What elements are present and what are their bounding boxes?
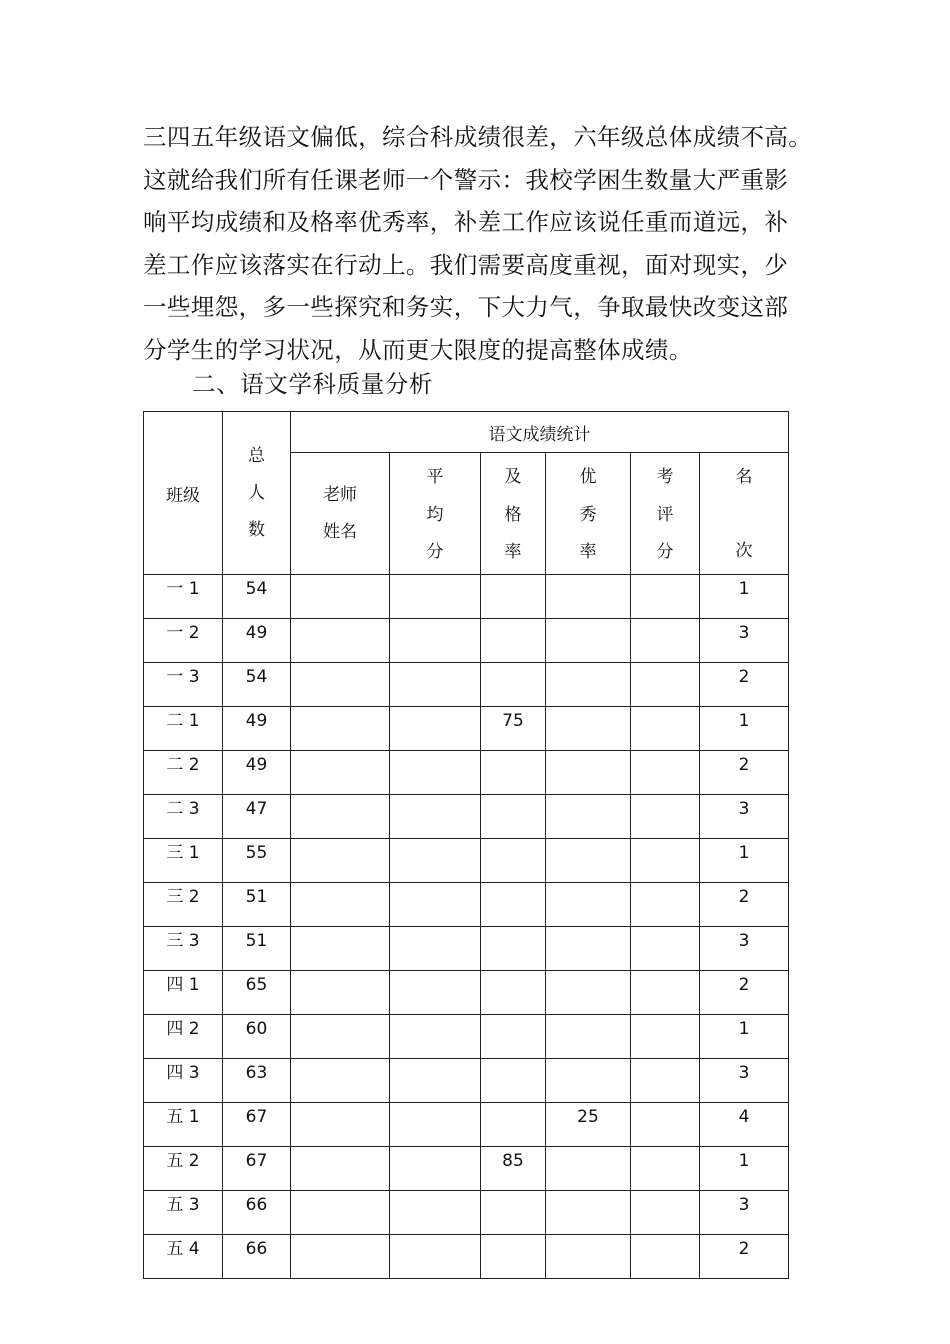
average-cell — [390, 1059, 481, 1103]
header-char: 均 — [426, 504, 444, 525]
header-char: 及 — [504, 467, 522, 487]
table-row — [144, 1147, 789, 1191]
header-char: 人 — [248, 482, 265, 503]
excellent-rate-cell — [546, 839, 631, 883]
class-cell: 二 3 — [144, 795, 223, 839]
class-cell: 一 2 — [144, 619, 223, 663]
table-row — [144, 663, 789, 707]
average-cell — [390, 1235, 481, 1279]
excellent-rate-cell — [546, 883, 631, 927]
stats-title: 语文成绩统计 — [291, 412, 789, 453]
teacher-cell — [291, 795, 390, 839]
header-char: 总 — [248, 445, 265, 466]
header-text: 老师 — [323, 484, 357, 505]
teacher-cell — [291, 575, 390, 619]
average-cell — [390, 575, 481, 619]
pass-rate-cell — [481, 663, 546, 707]
table-row — [144, 1103, 789, 1147]
average-cell — [390, 883, 481, 927]
class-cell: 四 1 — [144, 971, 223, 1015]
total-cell: 67 — [223, 1147, 291, 1191]
total-cell: 49 — [223, 751, 291, 795]
pass-rate-cell — [481, 795, 546, 839]
average-cell — [390, 619, 481, 663]
average-cell — [390, 707, 481, 751]
header-char: 评 — [656, 504, 674, 525]
excellent-rate-header — [546, 453, 631, 575]
header-char: 率 — [504, 542, 522, 562]
excellent-rate-cell — [546, 1191, 631, 1235]
class-cell: 四 2 — [144, 1015, 223, 1059]
total-cell: 49 — [223, 619, 291, 663]
average-cell — [390, 971, 481, 1015]
teacher-cell — [291, 1191, 390, 1235]
teacher-cell — [291, 839, 390, 883]
teacher-cell — [291, 927, 390, 971]
evaluation-cell — [631, 663, 700, 707]
class-cell: 一 3 — [144, 663, 223, 707]
teacher-cell — [291, 1235, 390, 1279]
pass-rate-cell: 75 — [481, 707, 546, 751]
evaluation-cell — [631, 927, 700, 971]
pass-rate-cell — [481, 839, 546, 883]
evaluation-cell — [631, 619, 700, 663]
table-row — [144, 795, 789, 839]
teacher-cell — [291, 707, 390, 751]
table-row — [144, 1191, 789, 1235]
header-char: 率 — [579, 542, 597, 562]
total-cell: 54 — [223, 575, 291, 619]
pass-rate-cell — [481, 1235, 546, 1279]
rank-cell: 3 — [700, 795, 789, 839]
header-char: 平 — [426, 467, 444, 487]
header-char: 分 — [656, 542, 674, 562]
total-cell: 49 — [223, 707, 291, 751]
rank-cell: 1 — [700, 707, 789, 751]
header-char: 格 — [504, 504, 522, 525]
paragraph-line: 一些埋怨，多一些探究和务实，下大力气，争取最快改变这部 — [143, 293, 789, 321]
pass-rate-cell — [481, 1103, 546, 1147]
class-cell: 二 1 — [144, 707, 223, 751]
pass-rate-cell — [481, 971, 546, 1015]
class-cell: 三 1 — [144, 839, 223, 883]
class-cell: 五 1 — [144, 1103, 223, 1147]
rank-cell: 3 — [700, 1191, 789, 1235]
evaluation-cell — [631, 883, 700, 927]
evaluation-cell — [631, 1147, 700, 1191]
average-cell — [390, 1191, 481, 1235]
table-body — [144, 575, 789, 1279]
rank-cell: 3 — [700, 927, 789, 971]
header-char: 名 — [735, 467, 753, 487]
section-heading: 二、语文学科质量分析 — [192, 370, 433, 398]
table-row — [144, 839, 789, 883]
table-row — [144, 927, 789, 971]
teacher-cell — [291, 663, 390, 707]
class-cell: 四 3 — [144, 1059, 223, 1103]
rank-cell: 1 — [700, 1015, 789, 1059]
header-char: 分 — [426, 542, 444, 562]
total-cell: 51 — [223, 883, 291, 927]
evaluation-cell — [631, 1103, 700, 1147]
excellent-rate-cell — [546, 1147, 631, 1191]
pass-rate-cell — [481, 927, 546, 971]
excellent-rate-cell — [546, 575, 631, 619]
teacher-cell — [291, 619, 390, 663]
class-cell: 五 3 — [144, 1191, 223, 1235]
excellent-rate-cell — [546, 619, 631, 663]
average-cell — [390, 663, 481, 707]
teacher-cell — [291, 1103, 390, 1147]
evaluation-cell — [631, 971, 700, 1015]
excellent-rate-cell — [546, 1059, 631, 1103]
header-char: 数 — [248, 519, 265, 540]
teacher-cell — [291, 1059, 390, 1103]
average-cell — [390, 795, 481, 839]
class-cell: 五 4 — [144, 1235, 223, 1279]
total-cell: 66 — [223, 1235, 291, 1279]
total-cell: 60 — [223, 1015, 291, 1059]
table-row — [144, 1235, 789, 1279]
excellent-rate-cell — [546, 927, 631, 971]
rank-cell: 1 — [700, 575, 789, 619]
class-cell: 一 1 — [144, 575, 223, 619]
rank-cell: 2 — [700, 663, 789, 707]
class-cell: 三 2 — [144, 883, 223, 927]
paragraph-line: 响平均成绩和及格率优秀率，补差工作应该说任重而道远，补 — [143, 208, 789, 236]
excellent-rate-cell — [546, 663, 631, 707]
rank-cell: 3 — [700, 619, 789, 663]
table-row — [144, 575, 789, 619]
pass-rate-cell — [481, 751, 546, 795]
rank-cell: 4 — [700, 1103, 789, 1147]
average-cell — [390, 1015, 481, 1059]
pass-rate-cell — [481, 1191, 546, 1235]
evaluation-score-header — [631, 453, 700, 575]
header-char: 秀 — [579, 504, 597, 525]
class-cell: 三 3 — [144, 927, 223, 971]
total-cell: 63 — [223, 1059, 291, 1103]
paragraph-line: 三四五年级语文偏低，综合科成绩很差，六年级总体成绩不高。 — [143, 123, 813, 151]
rank-cell: 1 — [700, 1147, 789, 1191]
table-row — [144, 707, 789, 751]
paragraph-line: 分学生的学习状况，从而更大限度的提高整体成绩。 — [143, 335, 693, 364]
header-char: 考 — [656, 467, 674, 487]
paragraph-line: 差工作应该落实在行动上。我们需要高度重视，面对现实，少 — [143, 250, 789, 279]
total-cell: 47 — [223, 795, 291, 839]
body-paragraph — [143, 116, 843, 371]
evaluation-cell — [631, 1015, 700, 1059]
teacher-cell — [291, 883, 390, 927]
pass-rate-cell — [481, 575, 546, 619]
rank-cell: 2 — [700, 1235, 789, 1279]
total-students-header — [223, 412, 291, 575]
teacher-cell — [291, 1147, 390, 1191]
excellent-rate-cell — [546, 1235, 631, 1279]
average-cell — [390, 1147, 481, 1191]
average-cell — [390, 839, 481, 883]
class-cell: 五 2 — [144, 1147, 223, 1191]
pass-rate-cell — [481, 619, 546, 663]
excellent-rate-cell: 25 — [546, 1103, 631, 1147]
evaluation-cell — [631, 707, 700, 751]
rank-cell: 2 — [700, 883, 789, 927]
teacher-name-header — [291, 453, 390, 575]
pass-rate-cell — [481, 1059, 546, 1103]
paragraph-line: 这就给我们所有任课老师一个警示：我校学困生数量大严重影 — [143, 165, 789, 194]
excellent-rate-cell — [546, 751, 631, 795]
header-char: 优 — [579, 467, 597, 487]
evaluation-cell — [631, 575, 700, 619]
evaluation-cell — [631, 795, 700, 839]
table-row — [144, 1059, 789, 1103]
rank-cell: 2 — [700, 971, 789, 1015]
excellent-rate-cell — [546, 795, 631, 839]
total-cell: 66 — [223, 1191, 291, 1235]
total-cell: 67 — [223, 1103, 291, 1147]
total-cell: 54 — [223, 663, 291, 707]
rank-header — [700, 453, 789, 575]
rank-cell: 2 — [700, 751, 789, 795]
table-row — [144, 619, 789, 663]
teacher-cell — [291, 971, 390, 1015]
total-cell: 65 — [223, 971, 291, 1015]
total-cell: 55 — [223, 839, 291, 883]
average-cell — [390, 927, 481, 971]
excellent-rate-cell — [546, 707, 631, 751]
evaluation-cell — [631, 1059, 700, 1103]
average-cell — [390, 1103, 481, 1147]
teacher-cell — [291, 751, 390, 795]
pass-rate-cell: 85 — [481, 1147, 546, 1191]
evaluation-cell — [631, 751, 700, 795]
chinese-score-table — [143, 411, 789, 1279]
rank-cell: 3 — [700, 1059, 789, 1103]
teacher-cell — [291, 1015, 390, 1059]
evaluation-cell — [631, 1235, 700, 1279]
excellent-rate-cell — [546, 971, 631, 1015]
table-row — [144, 1015, 789, 1059]
pass-rate-header — [481, 453, 546, 575]
average-cell — [390, 751, 481, 795]
evaluation-cell — [631, 1191, 700, 1235]
total-cell: 51 — [223, 927, 291, 971]
header-char: 次 — [735, 541, 753, 561]
class-cell: 二 2 — [144, 751, 223, 795]
table-row — [144, 971, 789, 1015]
class-header: 班级 — [144, 412, 223, 575]
evaluation-cell — [631, 839, 700, 883]
excellent-rate-cell — [546, 1015, 631, 1059]
pass-rate-cell — [481, 1015, 546, 1059]
average-score-header — [390, 453, 481, 575]
header-text: 姓名 — [323, 521, 357, 542]
rank-cell: 1 — [700, 839, 789, 883]
pass-rate-cell — [481, 883, 546, 927]
table-row — [144, 751, 789, 795]
table-row — [144, 883, 789, 927]
